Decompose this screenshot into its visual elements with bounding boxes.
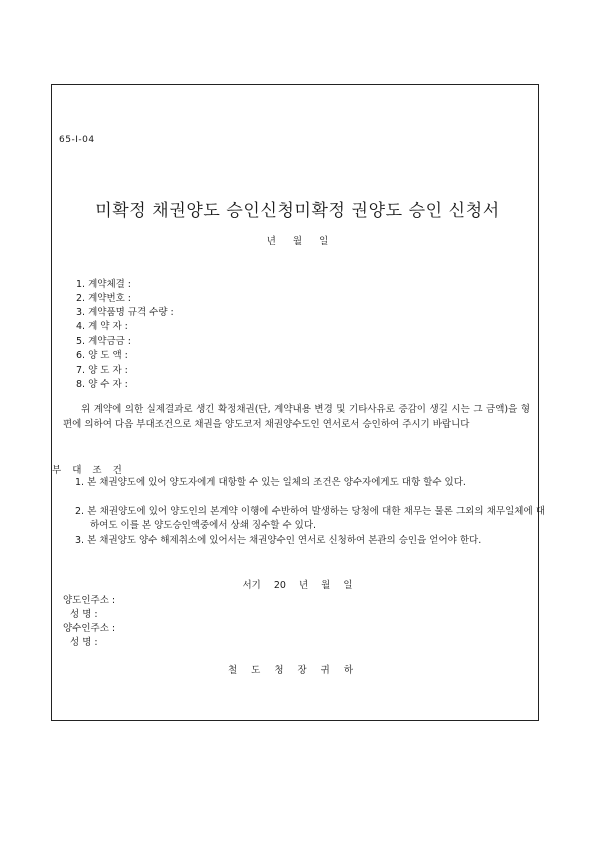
item-contract-amount: 5. 계약금금 : xyxy=(76,336,132,347)
form-number: 65-I-04 xyxy=(59,135,95,145)
date-line: 년 월 일 xyxy=(266,236,329,247)
transferee-address-label: 양수인주소 : xyxy=(63,623,116,634)
item-transferor: 7. 양 도 자 : xyxy=(76,365,128,376)
transferor-address-label: 양도인주소 : xyxy=(63,595,116,606)
request-paragraph: 위 계약에 의한 실제결과로 생긴 확정채권(단, 계약내용 변경 및 기타사유로 증감이 생길 시는 그 금액)을 형편에 의하여 다음 부대조건으로 채권을 양도코저 채권양수도인 연서로서 승인하여 주시기 바랍니다 xyxy=(63,404,530,430)
document-title: 미확정 채권양도 승인신청미확정 권양도 승인 신청서 xyxy=(95,201,500,221)
condition-1: 1. 본 채권양도에 있어 양도자에게 대항할 수 있는 일체의 조건은 양수자에게도 대항 할수 있다. xyxy=(75,477,466,488)
transferee-name-label: 성 명 : xyxy=(70,637,98,648)
item-transferee: 8. 양 수 자 : xyxy=(76,379,128,390)
sign-date: 서기 20 년 월 일 xyxy=(242,580,353,591)
condition-3: 3. 본 채권양도 양수 해제취소에 있어서는 채권양수인 연서로 신청하여 본관의 승인을 얻어야 한다. xyxy=(75,535,482,546)
item-transfer-amount: 6. 양 도 액 : xyxy=(76,350,128,361)
addressee: 철도청장귀하 xyxy=(227,665,368,676)
condition-2: 2. 본 채권양도에 있어 양도인의 본계약 이행에 수반하여 발생하는 당청에 대한 채무는 물론 그외의 채무일체에 대하여도 이를 본 양도승인액중에서 상쇄 징수할 수 있다. xyxy=(75,506,545,531)
item-contract-number: 2. 계약번호 : xyxy=(76,293,132,304)
item-product-spec: 3. 계약품명 규격 수량 : xyxy=(76,307,174,318)
item-contract-date: 1. 계약체결 : xyxy=(76,279,132,290)
transferor-name-label: 성 명 : xyxy=(70,609,98,620)
item-contractor: 4. 계 약 자 : xyxy=(76,321,128,332)
conditions-heading: 부 대 조 건 xyxy=(52,465,122,476)
